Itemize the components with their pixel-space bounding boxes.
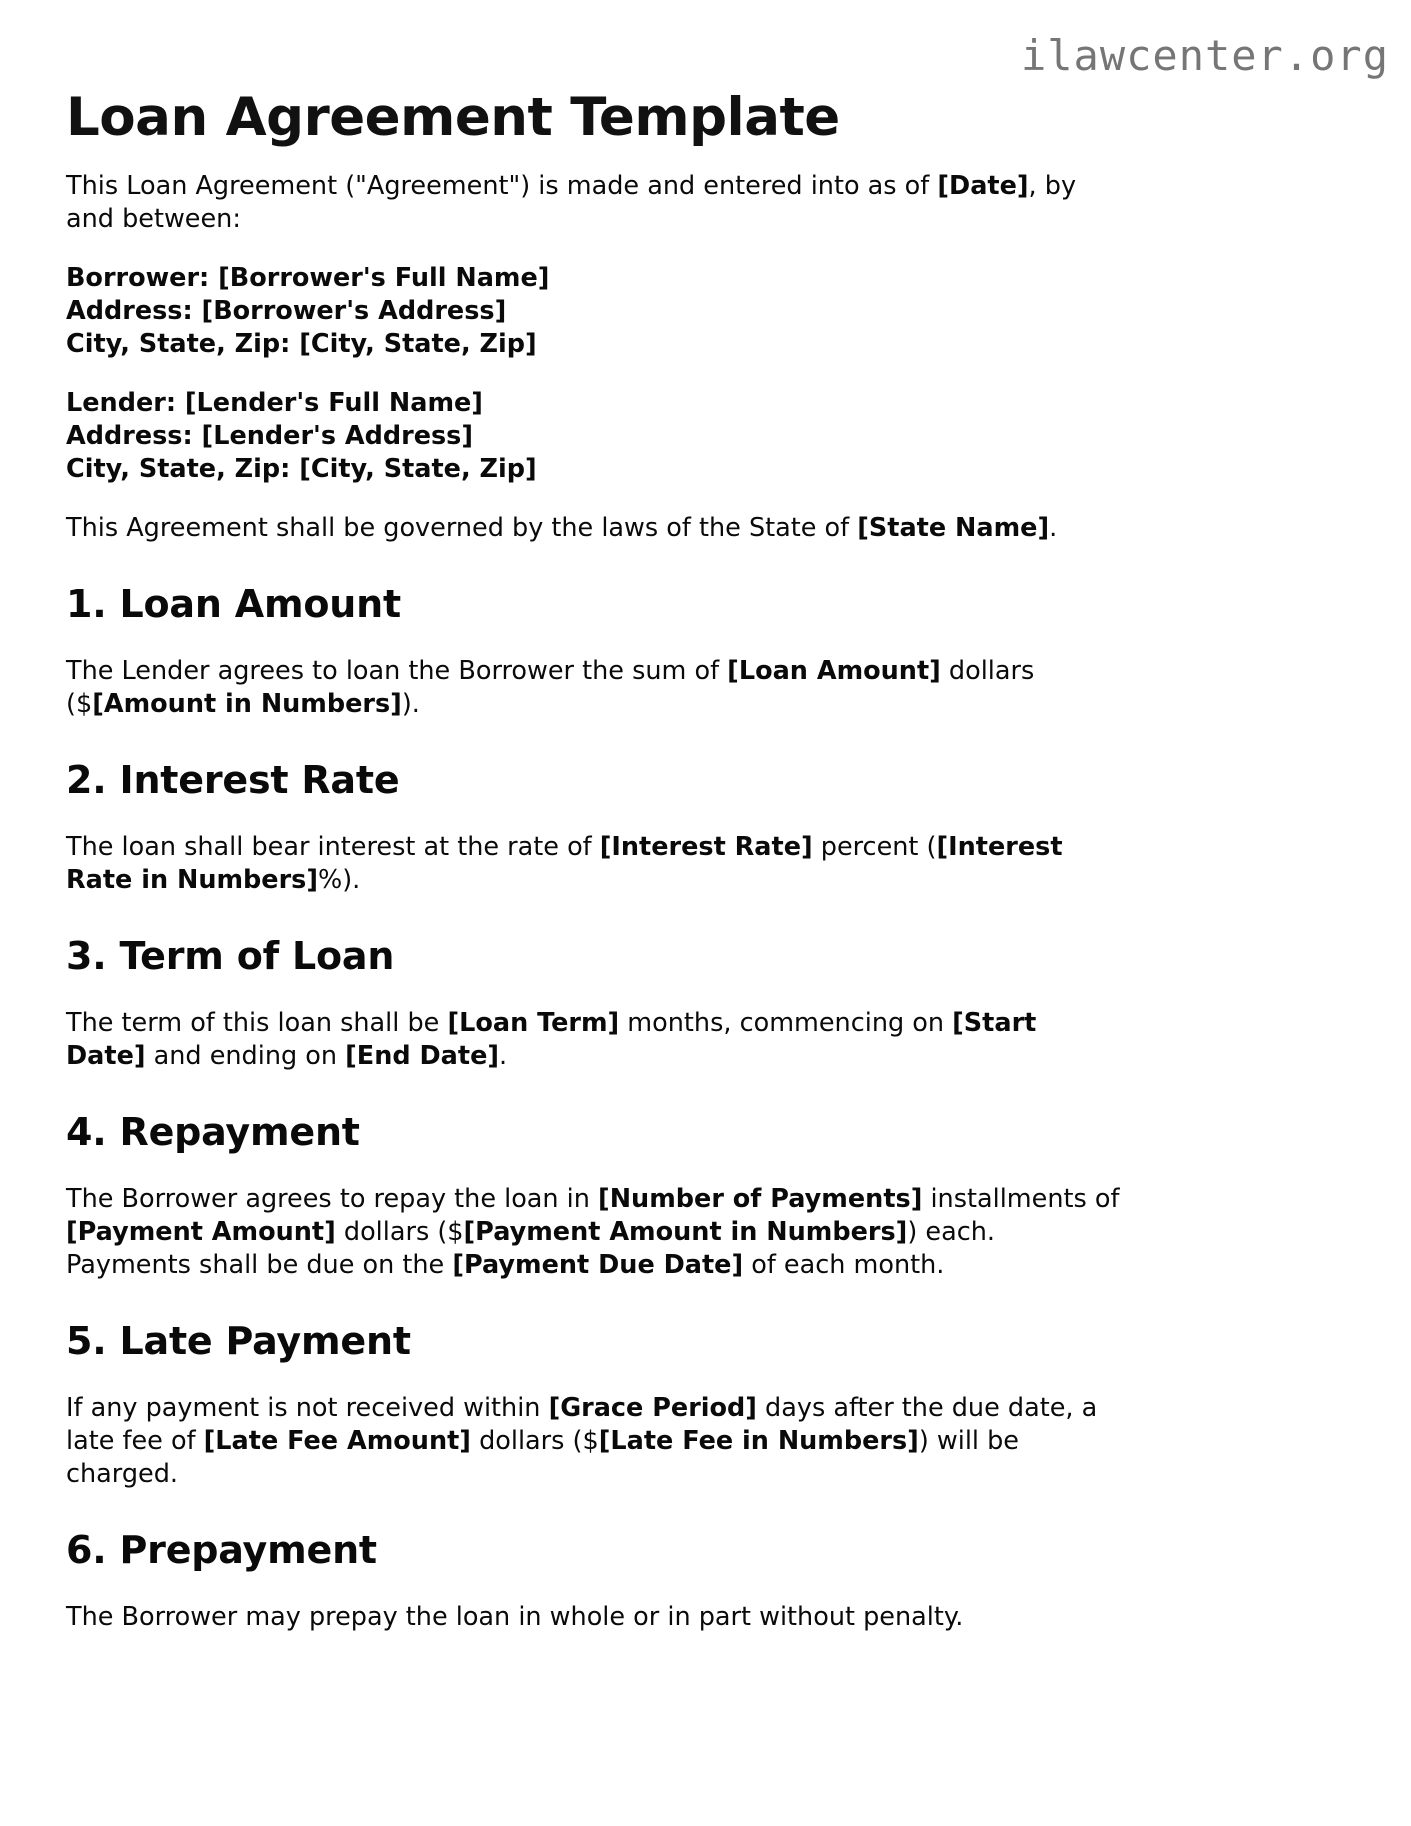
borrower-city-line: City, State, Zip: [City, State, Zip]	[66, 329, 537, 359]
loan-amount-placeholder: [Loan Amount]	[727, 656, 941, 686]
borrower-name-line: Borrower: [Borrower's Full Name]	[66, 263, 550, 293]
term-text-3: and ending on	[145, 1041, 346, 1071]
late-fee-in-numbers-placeholder: [Late Fee in Numbers]	[598, 1426, 919, 1456]
lender-name-line: Lender: [Lender's Full Name]	[66, 388, 483, 418]
governing-law-after: .	[1049, 513, 1058, 543]
loan-term-placeholder: [Loan Term]	[447, 1008, 620, 1038]
interest-rate-placeholder: [Interest Rate]	[599, 832, 813, 862]
number-of-payments-placeholder: [Number of Payments]	[598, 1184, 923, 1214]
site-watermark: ilawcenter.org	[1020, 31, 1389, 80]
governing-law-paragraph	[66, 512, 1124, 545]
page-title: Loan Agreement Template	[66, 87, 840, 148]
loan-amount-text-1: The Lender agrees to loan the Borrower the sum of	[66, 656, 728, 686]
document-body	[66, 170, 1124, 1660]
grace-period-placeholder: [Grace Period]	[548, 1393, 757, 1423]
intro-text-before: This Loan Agreement ("Agreement") is made and entered into as of	[66, 171, 938, 201]
term-text-2: months, commencing on	[619, 1008, 953, 1038]
lender-city-line: City, State, Zip: [City, State, Zip]	[66, 454, 537, 484]
section-body-interest-rate	[66, 831, 1124, 897]
late-payment-text-2: days after the due date, a late fee of	[66, 1393, 1098, 1456]
section-heading-prepayment: 6. Prepayment	[66, 1528, 377, 1572]
repayment-text-4: ) each. Payments shall be due on the	[66, 1217, 995, 1280]
term-text-1: The term of this loan shall be	[66, 1008, 448, 1038]
late-fee-amount-placeholder: [Late Fee Amount]	[203, 1426, 471, 1456]
repayment-text-1: The Borrower agrees to repay the loan in	[66, 1184, 599, 1214]
interest-rate-text-2: percent (	[812, 832, 937, 862]
state-name-placeholder: [State Name]	[857, 513, 1050, 543]
lender-block	[66, 387, 1124, 486]
repayment-text-3: dollars ($	[335, 1217, 464, 1247]
section-heading-term-of-loan: 3. Term of Loan	[66, 934, 395, 978]
repayment-text-5: of each month.	[743, 1250, 945, 1280]
governing-law-before: This Agreement shall be governed by the laws of the State of	[66, 513, 858, 543]
section-heading-repayment: 4. Repayment	[66, 1110, 360, 1154]
borrower-block	[66, 262, 1124, 361]
intro-text-after: , by and between:	[66, 171, 1077, 234]
section-body-term-of-loan	[66, 1007, 1124, 1073]
date-placeholder: [Date]	[937, 171, 1029, 201]
borrower-address-line: Address: [Borrower's Address]	[66, 296, 507, 326]
amount-in-numbers-placeholder: [Amount in Numbers]	[92, 689, 402, 719]
interest-rate-text-1: The loan shall bear interest at the rate of	[66, 832, 600, 862]
section-body-repayment	[66, 1183, 1124, 1282]
term-text-4: .	[499, 1041, 508, 1071]
section-heading-late-payment: 5. Late Payment	[66, 1319, 411, 1363]
section-body-prepayment: The Borrower may prepay the loan in whole or in part without penalty.	[66, 1602, 964, 1632]
payment-due-date-placeholder: [Payment Due Date]	[452, 1250, 744, 1280]
loan-amount-text-2: dollars ($	[66, 656, 1035, 719]
late-payment-text-3: dollars ($	[470, 1426, 599, 1456]
payment-amount-placeholder: [Payment Amount]	[66, 1217, 336, 1247]
payment-amount-in-numbers-placeholder: [Payment Amount in Numbers]	[463, 1217, 908, 1247]
late-payment-text-1: If any payment is not received within	[66, 1393, 549, 1423]
loan-amount-text-3: ).	[401, 689, 420, 719]
end-date-placeholder: [End Date]	[345, 1041, 500, 1071]
repayment-text-2: installments of	[922, 1184, 1120, 1214]
section-heading-interest-rate: 2. Interest Rate	[66, 758, 400, 802]
section-heading-loan-amount: 1. Loan Amount	[66, 582, 401, 626]
start-date-placeholder: [Start Date]	[66, 1008, 1037, 1071]
interest-rate-text-3: %).	[318, 865, 361, 895]
late-payment-text-4: ) will be charged.	[66, 1426, 1019, 1489]
lender-address-line: Address: [Lender's Address]	[66, 421, 474, 451]
interest-rate-in-numbers-placeholder: [Interest Rate in Numbers]	[66, 832, 1063, 895]
section-body-late-payment	[66, 1392, 1124, 1491]
intro-paragraph	[66, 170, 1124, 236]
section-body-loan-amount	[66, 655, 1124, 721]
